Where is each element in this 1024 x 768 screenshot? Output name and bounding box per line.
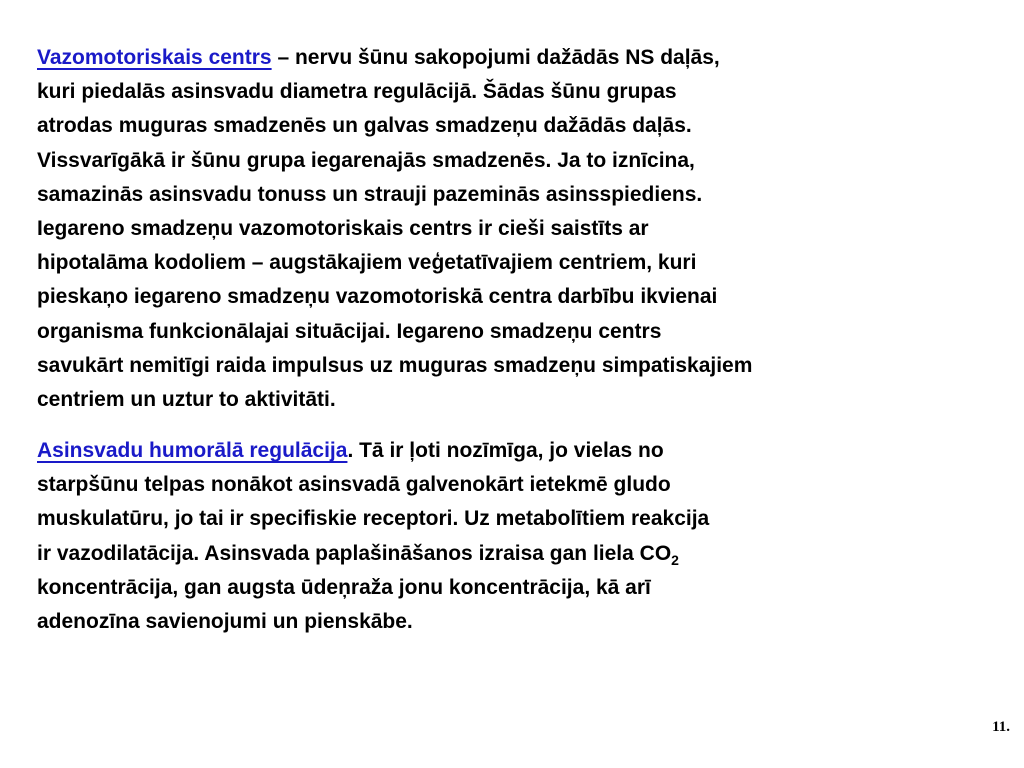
paragraph-line: savukārt nemitīgi raida impulsus uz muguras smadzeņu simpatiskajiem: [37, 353, 753, 377]
co2-subscript: 2: [671, 551, 679, 568]
line-text: – nervu šūnu sakopojumi dažādās NS daļās,: [271, 46, 720, 69]
paragraph-line: Vissvarīgākā ir šūnu grupa iegarenajās smadzenēs. Ja to iznīcina,: [37, 148, 695, 172]
paragraph-line: hipotalāma kodoliem – augstākajiem veģetatīvajiem centriem, kuri: [37, 251, 697, 275]
paragraph-line: Iegareno smadzeņu vazomotoriskais centrs ir cieši saistīts ar: [37, 217, 649, 241]
paragraph-line: atrodas muguras smadzenēs un galvas smadzeņu dažādās daļās.: [37, 114, 692, 138]
vasomotor-center-link[interactable]: Vazomotoriskais centrs: [37, 46, 272, 69]
paragraph-line: pieskaņo iegareno smadzeņu vazomotoriskā centra darbību ikvienai: [37, 285, 718, 309]
paragraph-line: [37, 537, 1012, 571]
paragraph-line: adenozīna savienojumi un pienskābe.: [37, 610, 413, 634]
paragraph-line: organisma funkcionālajai situācijai. Iegareno smadzeņu centrs: [37, 319, 662, 343]
paragraph-line: [37, 434, 1012, 468]
paragraph-line: samazinās asinsvadu tonuss un strauji pazeminās asinsspiediens.: [37, 182, 703, 206]
paragraph-line: centriem un uztur to aktivitāti.: [37, 388, 336, 412]
paragraph-humoral-regulation: [37, 434, 1012, 639]
paragraph-line: koncentrācija, gan augsta ūdeņraža jonu koncentrācija, kā arī: [37, 575, 651, 599]
line-text: . Tā ir ļoti nozīmīga, jo vielas no: [347, 439, 664, 462]
line-text: ir vazodilatācija. Asinsvada paplašināšanos izraisa gan liela CO: [37, 541, 672, 565]
paragraph-line: muskulatūru, jo tai ir specifiskie receptori. Uz metabolītiem reakcija: [37, 507, 710, 531]
paragraph-line: starpšūnu telpas nonākot asinsvadā galvenokārt ietekmē gludo: [37, 473, 671, 497]
humoral-regulation-link[interactable]: Asinsvadu humorālā regulācija: [37, 439, 348, 462]
paragraph-line: kuri piedalās asinsvadu diametra regulācijā. Šādas šūnu grupas: [37, 80, 677, 104]
paragraph-line: [37, 41, 1012, 75]
paragraph-vasomotor-center: [37, 41, 1012, 417]
page-number: 11.: [992, 719, 1010, 735]
